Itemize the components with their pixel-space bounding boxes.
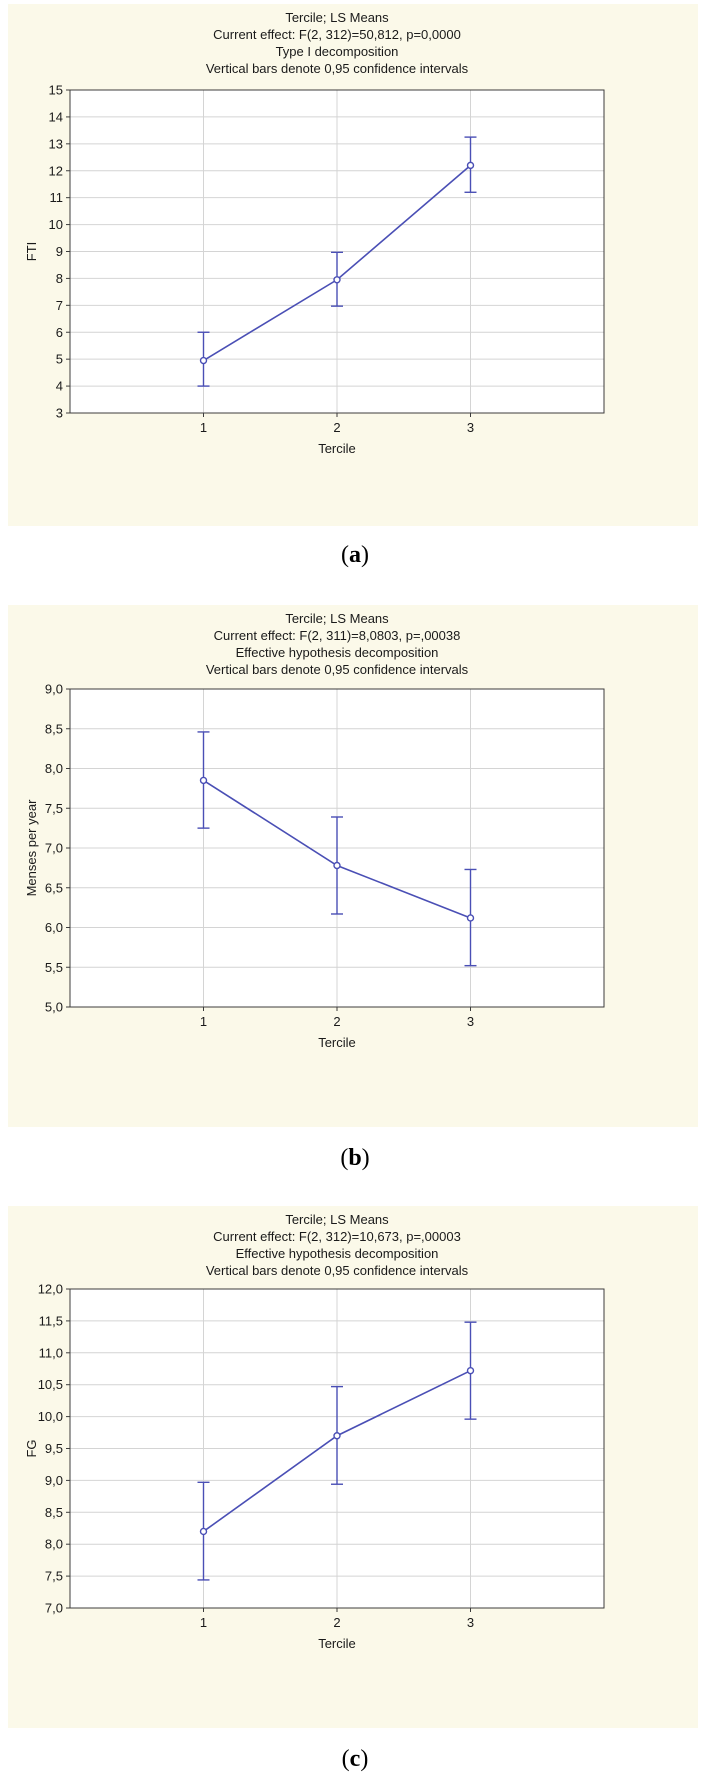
x-tick-label: 2 (333, 1615, 341, 1630)
x-tick-label: 1 (199, 420, 208, 435)
chart-title-line: Current effect: F(2, 312)=50,812, p=0,0000 (213, 27, 461, 42)
data-point (201, 777, 207, 783)
y-tick-label: 13 (48, 136, 63, 152)
x-tick-label: 3 (466, 1014, 475, 1029)
y-tick-label: 9,0 (44, 681, 63, 697)
x-tick-label: 2 (333, 420, 341, 435)
y-tick-label: 5 (55, 351, 63, 367)
y-tick-label: 6,0 (44, 920, 63, 935)
caption-c: (c) (341, 1746, 369, 1772)
y-tick-label: 10,0 (37, 1409, 63, 1425)
chart-title-line: Vertical bars denote 0,95 confidence intervals (205, 1263, 469, 1278)
y-tick-label: 3 (55, 405, 63, 421)
y-tick-label: 9,5 (44, 1441, 63, 1456)
caption-b: (b) (340, 1145, 370, 1171)
data-point (334, 1433, 340, 1439)
x-tick-label: 1 (199, 1615, 208, 1630)
y-tick-label: 12 (48, 163, 63, 179)
chart-title-line: Vertical bars denote 0,95 confidence intervals (205, 662, 469, 677)
chart-title-line: Current effect: F(2, 311)=8,0803, p=,00038 (213, 628, 461, 643)
y-tick-label: 15 (48, 82, 63, 98)
y-tick-label: 7,0 (44, 1600, 63, 1616)
chart-title-line: Tercile; LS Means (285, 1212, 389, 1227)
data-point (468, 915, 474, 921)
y-axis-label: Menses per year (24, 799, 39, 897)
y-tick-label: 11,5 (38, 1313, 63, 1329)
chart-a-svg (8, 4, 698, 526)
chart-title-line: Effective hypothesis decomposition (235, 645, 439, 660)
chart-title-line: Tercile; LS Means (285, 611, 389, 626)
chart-title-line: Tercile; LS Means (285, 10, 389, 25)
chart-title-line: Type I decomposition (275, 44, 399, 59)
y-tick-label: 4 (55, 378, 63, 394)
caption-a: (a) (341, 542, 369, 568)
x-axis-label: Tercile (318, 1636, 356, 1651)
y-axis-label: FTI (24, 241, 39, 262)
x-axis-label: Tercile (318, 1035, 356, 1050)
chart-title-line: Current effect: F(2, 312)=10,673, p=,00003 (213, 1229, 461, 1244)
y-tick-label: 9 (55, 244, 63, 259)
y-tick-label: 6 (55, 324, 63, 340)
y-tick-label: 7,5 (44, 1568, 63, 1584)
y-tick-label: 5,0 (44, 999, 63, 1015)
y-tick-label: 11,0 (38, 1345, 63, 1361)
chart-c-svg (8, 1206, 698, 1728)
data-point (468, 1368, 474, 1374)
data-point (334, 277, 340, 283)
chart-panel-b (8, 605, 698, 1127)
data-point (201, 358, 207, 364)
chart-b-svg (8, 605, 698, 1127)
y-tick-label: 8,0 (44, 1536, 63, 1552)
y-tick-label: 11 (49, 190, 63, 206)
chart-title-line: Effective hypothesis decomposition (235, 1246, 439, 1261)
y-tick-label: 10,5 (37, 1377, 63, 1393)
x-tick-label: 3 (466, 420, 475, 435)
y-tick-label: 12,0 (37, 1281, 63, 1297)
y-tick-label: 8,5 (44, 721, 63, 737)
chart-panel-a (8, 4, 698, 526)
y-tick-label: 7,5 (44, 800, 63, 816)
y-tick-label: 9,0 (44, 1472, 63, 1488)
y-tick-label: 7 (55, 297, 63, 313)
x-tick-label: 2 (333, 1014, 341, 1029)
y-tick-label: 8 (55, 270, 63, 286)
x-axis-label: Tercile (318, 441, 356, 456)
y-tick-label: 5,5 (44, 959, 63, 975)
data-point (334, 862, 340, 868)
y-tick-label: 10 (48, 217, 63, 233)
y-tick-label: 8,5 (44, 1504, 63, 1520)
x-tick-label: 3 (466, 1615, 475, 1630)
y-tick-label: 14 (48, 109, 63, 125)
y-axis-label: FG (24, 1439, 39, 1458)
data-point (468, 162, 474, 168)
x-tick-label: 1 (199, 1014, 208, 1029)
chart-title-line: Vertical bars denote 0,95 confidence intervals (205, 61, 469, 76)
chart-panel-c (8, 1206, 698, 1728)
y-tick-label: 8,0 (44, 761, 63, 776)
data-point (201, 1528, 207, 1534)
y-tick-label: 7,0 (44, 840, 63, 856)
y-tick-label: 6,5 (44, 880, 63, 896)
